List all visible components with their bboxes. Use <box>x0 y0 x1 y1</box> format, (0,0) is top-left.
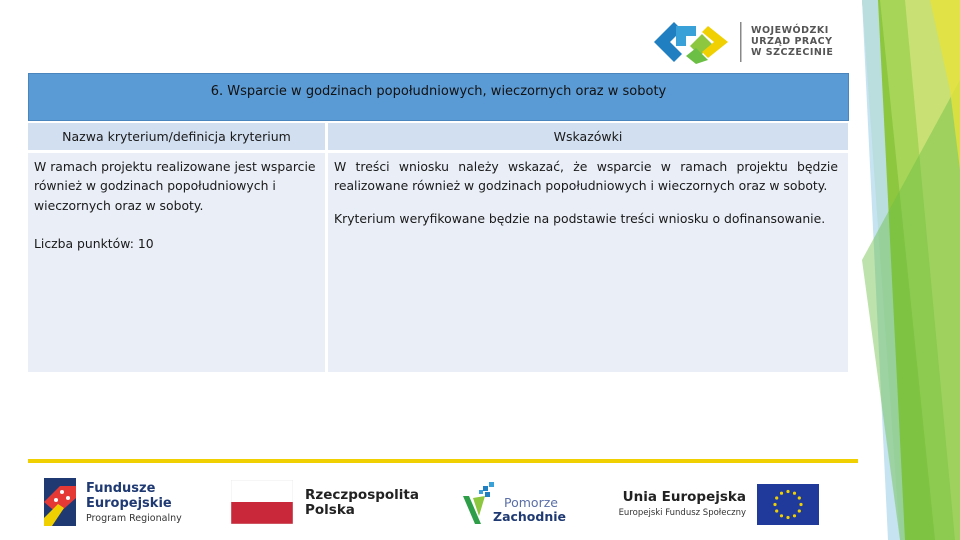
stripe-light-blue <box>862 0 905 540</box>
column-header-hints-label: Wskazówki <box>553 129 623 144</box>
stripe-yellow-green <box>905 0 960 540</box>
stripe-light-green <box>880 0 960 540</box>
pz-line-1: Pomorze <box>504 495 558 510</box>
hint-text-2: Kryterium weryfikowane będzie na podstawie treści wniosku o dofinansowanie. <box>334 210 826 226</box>
wup-line-2: URZĄD PRACY <box>751 36 833 47</box>
pomorze-zachodnie-text <box>493 496 566 524</box>
column-header-hints <box>328 123 848 150</box>
rp-line-1: Rzeczpospolita <box>305 487 419 503</box>
stripe-overlay <box>862 80 960 540</box>
unia-europejska-text <box>614 489 746 518</box>
table-title-bar <box>28 73 849 121</box>
hints-cell <box>328 153 848 372</box>
criterion-text: W ramach projektu realizowane jest wsparcie również w godzinach popołudniowych i wieczornych oraz w soboty. <box>34 159 316 213</box>
hint-text-1: W treści wniosku należy wskazać, że wsparcie w ramach projektu będzie realizowane również w godzinach popołudniowych i wieczornych oraz w soboty. <box>334 159 838 194</box>
eu-flag-icon <box>757 484 819 525</box>
points-text: Liczba punktów: 10 <box>34 236 154 252</box>
wup-line-3: W SZCZECINIE <box>751 47 834 58</box>
footer-rule <box>28 459 858 463</box>
fundusze-europejskie-text <box>86 481 182 526</box>
fe-line-1: Fundusze <box>86 481 156 496</box>
pz-line-2: Zachodnie <box>493 509 567 524</box>
column-header-criterion <box>28 123 325 150</box>
table-title: 6. Wsparcie w godzinach popołudniowych, wieczornych oraz w soboty <box>210 83 667 99</box>
ue-title: Unia Europejska <box>622 489 746 505</box>
criterion-cell <box>28 153 325 372</box>
stripe-yellow <box>930 0 960 170</box>
fe-line-3: Program Regionalny <box>86 513 182 524</box>
column-header-criterion-label: Nazwa kryterium/definicja kryterium <box>62 129 291 144</box>
rzeczpospolita-text <box>305 488 419 518</box>
ue-subtitle: Europejski Fundusz Społeczny <box>618 508 746 518</box>
stripe-green <box>862 0 960 540</box>
polish-flag-icon <box>231 480 293 524</box>
rp-line-2: Polska <box>305 502 355 518</box>
fundusze-europejskie-icon <box>44 478 76 526</box>
wup-logo-text <box>751 25 833 58</box>
fe-line-2: Europejskie <box>86 496 172 511</box>
wup-line-1: WOJEWÓDZKI <box>751 25 829 36</box>
